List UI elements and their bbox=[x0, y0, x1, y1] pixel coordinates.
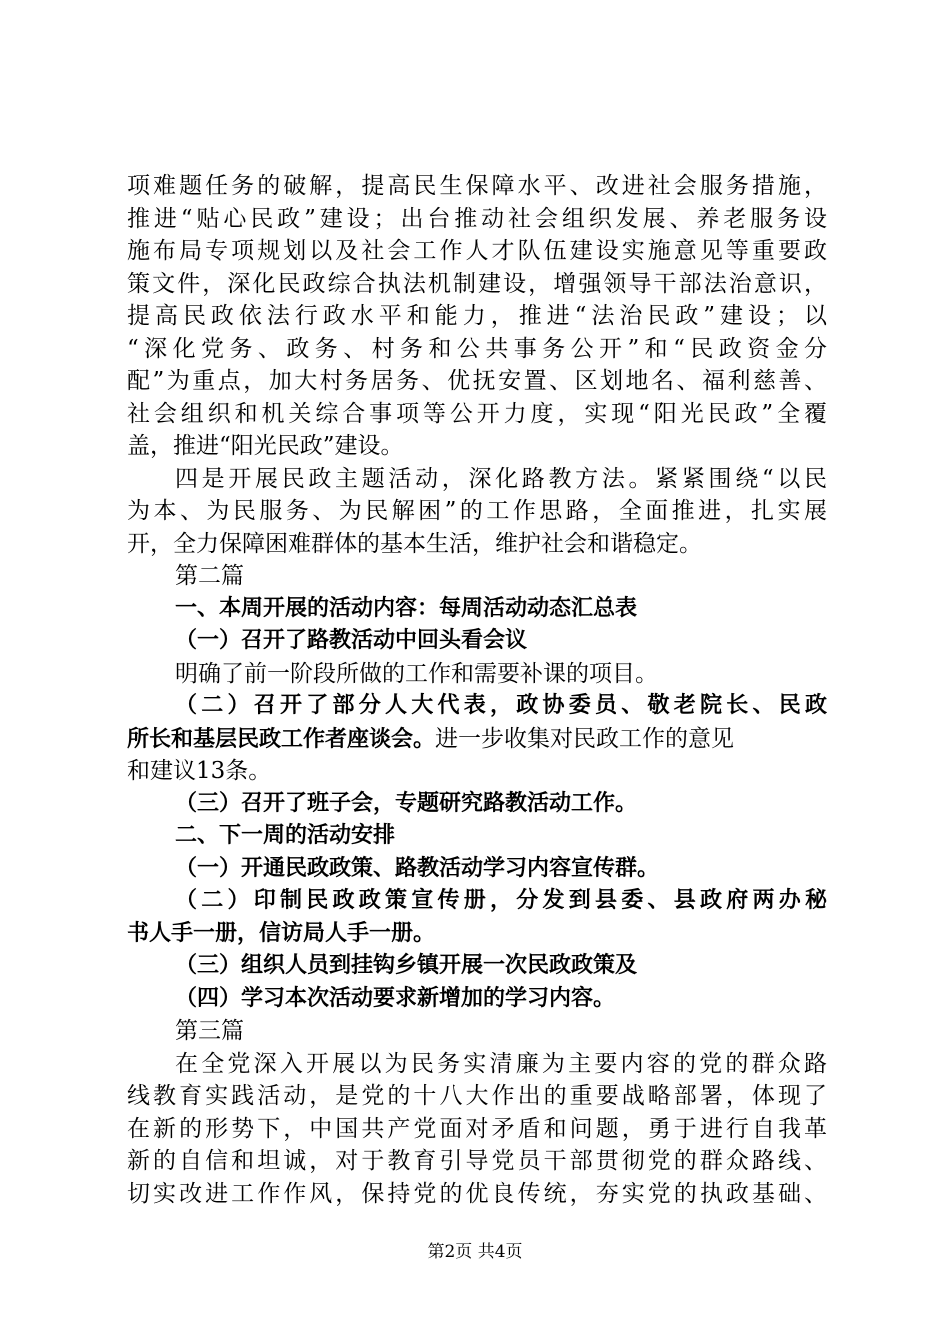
subheading-item-2: （二）召开了部分人大代表，政协委员、敬老院长、民政 bbox=[175, 693, 827, 718]
body-line: 配”为重点，加大村务居务、优抚安置、区划地名、福利慈善、 bbox=[127, 368, 827, 394]
next-item-3: （三）组织人员到挂钩乡镇开展一次民政政策及 bbox=[175, 953, 638, 978]
page-footer: 第2页 共4页 bbox=[427, 1242, 523, 1262]
paragraph-first-line: 在全党深入开展以为民务实清廉为主要内容的党的群众路 bbox=[175, 1050, 827, 1077]
heading-this-week: 一、本周开展的活动内容：每周活动动态汇总表 bbox=[175, 595, 638, 621]
heading-next-week: 二、下一周的活动安排 bbox=[175, 823, 396, 848]
body-line: 明确了前一阶段所做的工作和需要补课的项目。 bbox=[175, 660, 658, 687]
subheading-item-2-cont: 所长和基层民政工作者座谈会。 bbox=[127, 726, 436, 752]
paragraph-first-line: 四是开展民政主题活动，深化路教方法。紧紧围绕“以民 bbox=[175, 465, 827, 492]
body-line: 策文件，深化民政综合执法机制建设，增强领导干部法治意识， bbox=[127, 270, 827, 297]
section-heading-part-3: 第三篇 bbox=[175, 1018, 244, 1044]
body-line: 为本、为民服务、为民解困”的工作思路，全面推进，扎实展 bbox=[127, 498, 827, 524]
subheading-item-1: （一）召开了路教活动中回头看会议 bbox=[175, 628, 528, 653]
body-line: 施布局专项规划以及社会工作人才队伍建设实施意见等重要政 bbox=[127, 238, 827, 264]
body-line: 项难题任务的破解，提高民生保障水平、改进社会服务措施， bbox=[127, 173, 827, 199]
body-line: 推进“贴心民政”建设；出台推动社会组织发展、养老服务设 bbox=[127, 205, 827, 232]
section-heading-part-2: 第二篇 bbox=[175, 563, 244, 589]
body-line: 开，全力保障困难群体的基本生活，维护社会和谐稳定。 bbox=[127, 530, 702, 557]
body-line: “深化党务、政务、村务和公共事务公开”和“民政资金分 bbox=[127, 335, 827, 362]
document-body bbox=[127, 170, 827, 1210]
body-text: 进一步收集对民政工作的意见 bbox=[435, 725, 735, 752]
body-line: 提高民政依法行政水平和能力，推进“法治民政”建设；以 bbox=[127, 303, 827, 329]
next-item-1: （一）开通民政政策、路教活动学习内容宣传群。 bbox=[175, 855, 660, 881]
next-item-2: （二）印制民政政策宣传册，分发到县委、县政府两办秘 bbox=[175, 888, 827, 913]
subheading-item-3: （三）召开了班子会，专题研究路教活动工作。 bbox=[175, 790, 638, 816]
body-line: 线教育实践活动，是党的十八大作出的重要战略部署，体现了 bbox=[127, 1083, 827, 1109]
body-line: 盖，推进“阳光民政”建设。 bbox=[127, 433, 404, 459]
next-item-4: （四）学习本次活动要求新增加的学习内容。 bbox=[175, 985, 616, 1011]
body-line: 在新的形势下，中国共产党面对矛盾和问题，勇于进行自我革 bbox=[127, 1115, 827, 1142]
body-line: 社会组织和机关综合事项等公开力度，实现“阳光民政”全覆 bbox=[127, 400, 827, 427]
body-line: 切实改进工作作风，保持党的优良传统，夯实党的执政基础、 bbox=[127, 1180, 827, 1207]
body-line: 和建议13条。 bbox=[127, 758, 272, 784]
mixed-line bbox=[127, 723, 827, 756]
body-line: 新的自信和坦诚，对于教育引导党员干部贯彻党的群众路线、 bbox=[127, 1148, 827, 1174]
next-item-2-cont: 书人手一册，信访局人手一册。 bbox=[127, 920, 436, 946]
